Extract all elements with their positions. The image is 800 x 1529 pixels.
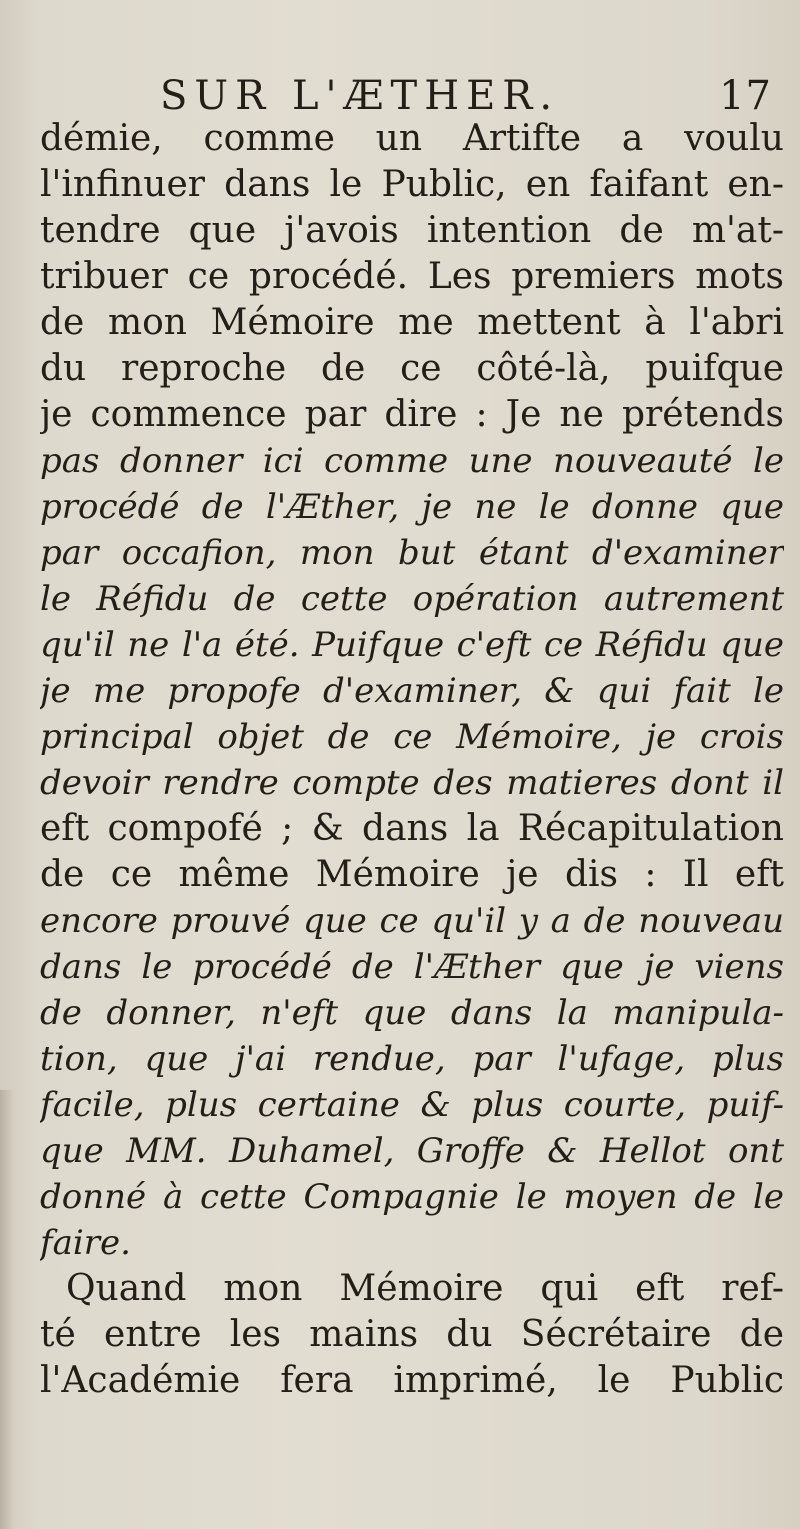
text-line: tribuer ce procédé. Les premiers mots [40, 256, 784, 297]
running-header [160, 72, 780, 120]
text-line: l'infinuer dans le Public, en faifant en- [40, 164, 784, 205]
text-line: je me propofe d'examiner, & qui fait le [40, 671, 784, 711]
text-line: tendre que j'avois intention de m'at- [40, 210, 784, 251]
text-line: devoir rendre compte des matieres dont il [40, 763, 784, 803]
text-line: l'Académie fera imprimé, le Public [40, 1360, 784, 1401]
page-gutter-shadow [0, 1090, 14, 1529]
text-line: principal objet de ce Mémoire, je crois [40, 717, 784, 757]
body-text [40, 116, 784, 1404]
text-line: le Réfidu de cette opération autrement [40, 579, 784, 619]
text-line: eft compofé ; & dans la Récapitulation [40, 808, 784, 849]
text-line: par occafion, mon but étant d'examiner [40, 533, 784, 573]
text-line: Quand mon Mémoire qui eft ref- [66, 1268, 784, 1309]
text-line: que MM. Duhamel, Groffe & Hellot ont [40, 1131, 784, 1171]
text-line: procédé de l'Æther, je ne le donne que [40, 487, 784, 527]
text-line: dans le procédé de l'Æther que je viens [40, 947, 784, 987]
text-line: je commence par dire : Je ne prétends [40, 394, 784, 435]
text-line: encore prouvé que ce qu'il y a de nouveau [40, 901, 784, 941]
text-line: de mon Mémoire me mettent à l'abri [40, 302, 784, 343]
text-line: démie, comme un Artifte a voulu [40, 118, 784, 159]
text-line: té entre les mains du Sécrétaire de [40, 1314, 784, 1355]
text-line: donné à cette Compagnie le moyen de le [40, 1177, 784, 1217]
running-title: SUR L'ÆTHER. [160, 73, 560, 119]
text-line: du reproche de ce côté-là, puifque [40, 348, 784, 389]
page-number: 17 [719, 73, 772, 119]
text-line: de ce même Mémoire je dis : Il eft [40, 854, 784, 895]
text-line: pas donner ici comme une nouveauté le [40, 441, 784, 481]
text-line: faire. [40, 1223, 131, 1263]
text-line: facile, plus certaine & plus courte, puif- [40, 1085, 784, 1125]
text-line: tion, que j'ai rendue, par l'ufage, plus [40, 1039, 784, 1079]
text-line: de donner, n'eft que dans la manipula- [40, 993, 784, 1033]
text-line: qu'il ne l'a été. Puifque c'eft ce Réfidu que [40, 625, 784, 665]
